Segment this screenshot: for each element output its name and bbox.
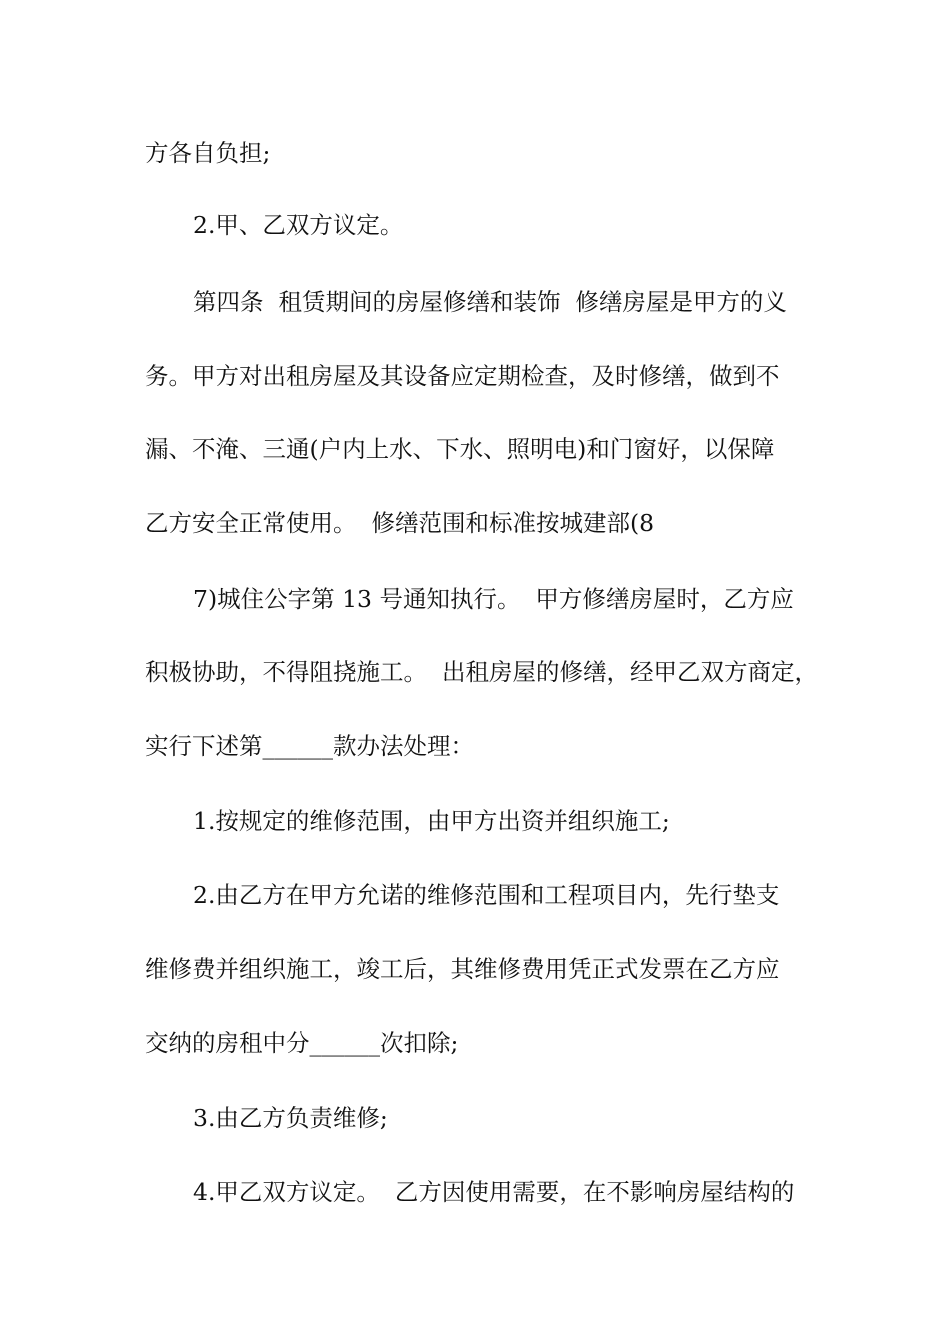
text-line-13: 交纳的房租中分______次扣除; bbox=[145, 1029, 459, 1057]
text-line-11: 2.由乙方在甲方允诺的维修范围和工程项目内，先行垫支 bbox=[193, 881, 780, 909]
text-line-10: 1.按规定的维修范围，由甲方出资并组织施工; bbox=[193, 807, 670, 835]
text-line-7: 7)城住公字第 13 号通知执行。 甲方修缮房屋时，乙方应 bbox=[193, 585, 794, 613]
text-line-3: 第四条 租赁期间的房屋修缮和装饰 修缮房屋是甲方的义 bbox=[193, 288, 787, 316]
text-line-6: 乙方安全正常使用。 修缮范围和标准按城建部(8 bbox=[145, 509, 655, 537]
text-line-1: 方各自负担; bbox=[145, 139, 271, 167]
text-line-15: 4.甲乙双方议定。 乙方因使用需要，在不影响房屋结构的 bbox=[193, 1178, 795, 1206]
text-line-12: 维修费并组织施工，竣工后，其维修费用凭正式发票在乙方应 bbox=[145, 955, 780, 983]
text-line-5: 漏、不淹、三通(户内上水、下水、照明电)和门窗好，以保障 bbox=[145, 435, 775, 463]
text-line-4: 务。甲方对出租房屋及其设备应定期检查，及时修缮，做到不 bbox=[145, 362, 780, 390]
text-line-2: 2.甲、乙双方议定。 bbox=[193, 211, 404, 239]
text-line-8: 积极协助，不得阻挠施工。 出租房屋的修缮，经甲乙双方商定， bbox=[145, 658, 818, 686]
text-line-9: 实行下述第______款办法处理： bbox=[145, 732, 474, 760]
text-line-14: 3.由乙方负责维修; bbox=[193, 1104, 388, 1132]
